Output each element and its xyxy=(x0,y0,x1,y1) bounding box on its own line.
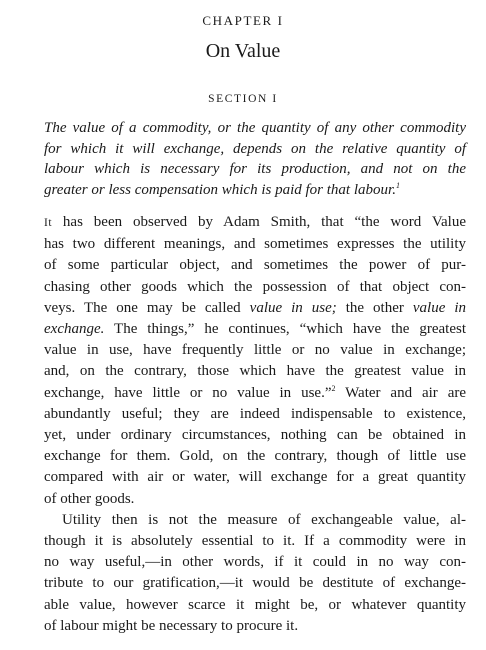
paragraph-line: Utility then is not the measure of exchangeable value, al- xyxy=(62,511,466,528)
paragraph-line: abundantly useful; they are indeed indispensable to existence, xyxy=(44,405,466,422)
paragraph-line xyxy=(44,212,466,234)
line-text: the other xyxy=(336,299,413,316)
small-caps-opening: It xyxy=(44,217,53,229)
epigraph-line xyxy=(44,180,466,201)
paragraph-line: tribute to our gratification,—it would be destitute of exchange- xyxy=(44,575,466,592)
paragraph-line: chasing other goods which the possession of that object con- xyxy=(44,278,466,295)
paragraph-line: though it is absolutely essential to it. If a commodity were in xyxy=(44,533,466,550)
epigraph-line: for which it will exchange, depends on the relative quantity of xyxy=(44,140,466,157)
paragraph-line xyxy=(44,298,466,319)
line-text: The things,” he continues, “which have the greatest xyxy=(104,321,466,338)
footnote-marker: 2 xyxy=(331,383,336,393)
epigraph-line: The value of a commodity, or the quantity of any other commodity xyxy=(44,120,466,136)
paragraph-line: yet, under ordinary circumstances, nothing can be obtained in xyxy=(44,427,466,444)
italic-term: value in xyxy=(412,299,467,316)
paragraph-line xyxy=(44,319,466,340)
chapter-label: CHAPTER I xyxy=(202,13,284,28)
epigraph-line-text: greater or less compensation which is paid for that labour. xyxy=(44,181,396,198)
line-text: exchange, have little or no value in use.” xyxy=(44,384,332,401)
paragraph-line: of labour might be necessary to procure it. xyxy=(44,617,299,634)
paragraph-line: exchange for them. Gold, on the contrary, though of little use xyxy=(44,448,466,465)
body-text xyxy=(44,212,466,637)
paragraph-line: and, on the contrary, those which have the greatest value in xyxy=(44,363,466,380)
paragraph-line: of some particular object, and sometimes the power of pur- xyxy=(44,257,466,274)
paragraph-line xyxy=(44,383,466,404)
chapter-title: On Value xyxy=(205,40,281,62)
section-label: SECTION I xyxy=(208,93,278,105)
paragraph-line: able value, however scarce it might be, or whatever quantity xyxy=(44,596,466,613)
paragraph-line: has two different meanings, and sometimes expresses the utility xyxy=(44,236,466,253)
epigraph-line: labour which is necessary for its production, and not on the xyxy=(44,161,466,177)
section-epigraph xyxy=(44,118,466,200)
paragraph-line: value in use, have frequently little or no value in exchange; xyxy=(44,342,466,359)
italic-term: value in use; xyxy=(249,299,337,316)
paragraph-line: no way useful,—in other words, if it could in no way con- xyxy=(44,554,466,571)
footnote-marker: 1 xyxy=(395,180,400,190)
italic-term: exchange. xyxy=(44,321,105,338)
line-text: has been observed by Adam Smith, that “the word Value xyxy=(52,214,466,230)
paragraph-line: compared with air or water, will exchange for a great quantity xyxy=(44,469,466,486)
line-text: Water and air are xyxy=(335,384,466,401)
line-text: veys. The one may be called xyxy=(44,299,250,316)
paragraph-line: of other goods. xyxy=(44,490,135,507)
